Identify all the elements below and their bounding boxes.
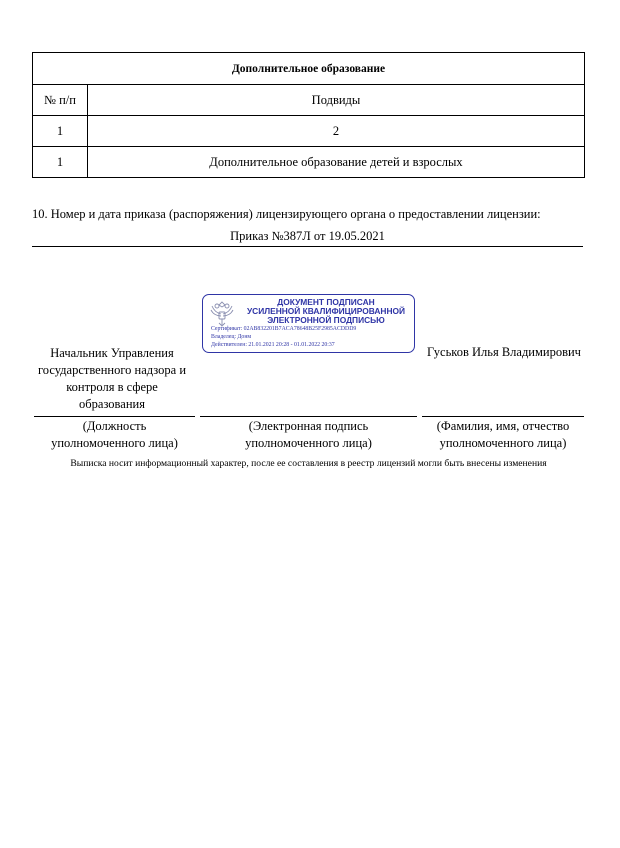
column-index-cell: 1: [33, 116, 88, 147]
position-line: образования: [79, 397, 145, 411]
caption-line: уполномоченного лица): [51, 436, 178, 450]
col-number-header: № п/п: [33, 85, 88, 116]
caption-line: уполномоченного лица): [245, 436, 372, 450]
position-line: государственного надзора и: [37, 363, 187, 377]
coat-of-arms-icon: [208, 299, 236, 329]
table-row-subtype: Дополнительное образование детей и взрослых: [88, 147, 585, 178]
electronic-signature-stamp: [202, 294, 415, 353]
caption-position: [34, 418, 195, 452]
stamp-title-line2: УСИЛЕННОЙ КВАЛИФИЦИРОВАННОЙ: [246, 306, 406, 316]
stamp-title-line3: ЭЛЕКТРОННОЙ ПОДПИСЬЮ: [267, 315, 385, 325]
caption-name: [422, 418, 584, 452]
stamp-owner: Владелец: Донм: [211, 334, 252, 340]
position-line: Начальник Управления: [50, 346, 174, 360]
position-underline: [34, 416, 195, 417]
stamp-certificate: Сертификат: 02AB832201B7ACA78648B25F2985ACDDD9: [211, 326, 357, 332]
caption-line: (Фамилия, имя, отчество: [436, 419, 570, 433]
footer-note: Выписка носит информационный характер, после ее составления в реестр лицензий могли быть внесены изменения: [70, 458, 547, 469]
col-subtypes-header: Подвиды: [88, 85, 585, 116]
caption-signature: [200, 418, 417, 452]
stamp-title-line1: ДОКУМЕНТ ПОДПИСАН: [277, 297, 375, 307]
table-row-number: 1: [33, 147, 88, 178]
position-line: контроля в сфере: [66, 380, 158, 394]
signature-underline: [200, 416, 417, 417]
license-subtypes-table: [32, 52, 585, 178]
license-order: Приказ №387Л от 19.05.2021: [32, 229, 583, 247]
official-position: [32, 345, 192, 413]
stamp-validity: Действителен: 21.01.2021 20:28 - 01.01.2022 20:37: [211, 342, 335, 348]
caption-line: (Должность: [82, 419, 147, 433]
caption-line: (Электронная подпись: [248, 419, 369, 433]
name-underline: [422, 416, 584, 417]
section-10-label: 10. Номер и дата приказа (распоряжения) лицензирующего органа о предоставлении лицензии:: [32, 207, 541, 221]
table-title: Дополнительное образование: [33, 53, 585, 85]
caption-line: уполномоченного лица): [439, 436, 567, 450]
official-name: Гуськов Илья Владимирович: [427, 345, 581, 359]
column-index-cell: 2: [88, 116, 585, 147]
